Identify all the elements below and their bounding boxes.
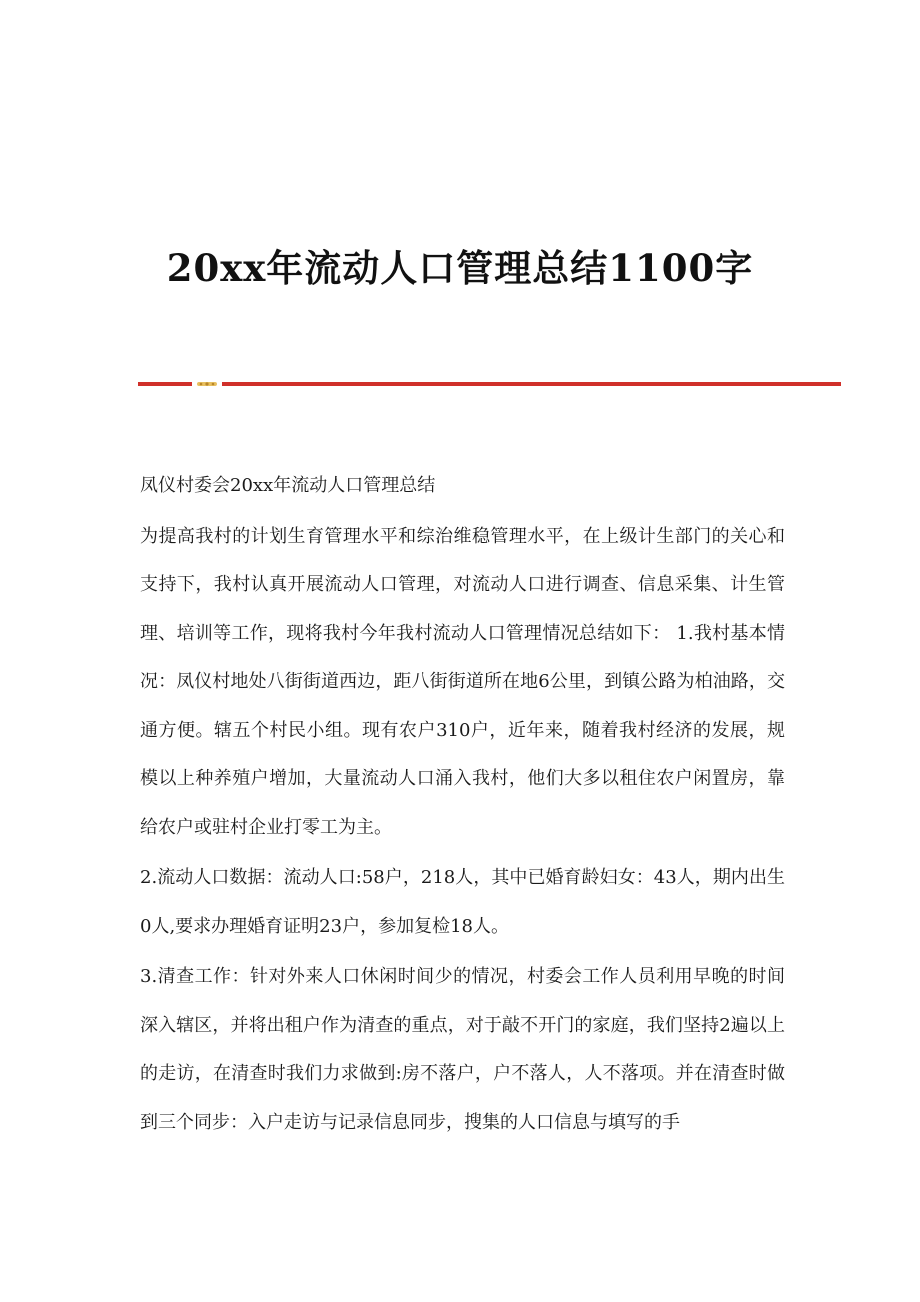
paragraph: 2.流动人口数据：流动人口:58户，218人，其中已婚育龄妇女：43人，期内出生0人,要求办理婚育证明23户，参加复检18人。 <box>140 867 785 937</box>
document-body <box>140 462 785 1149</box>
divider-ornament-icon <box>196 380 218 388</box>
title-divider <box>138 380 841 388</box>
page-title: 20xx年流动人口管理总结1100字 <box>166 245 754 290</box>
paragraph: 3.清查工作：针对外来人口休闲时间少的情况，村委会工作人员利用早晚的时间深入辖区，并将出租户作为清查的重点，对于敲不开门的家庭，我们坚持2遍以上的走访，在清查时我们力求做到:房不落户，户不落人，人不落项。并在清查时做到三个同步：入户走访与记录信息同步，搜集的人口信息与填写的手 <box>140 966 785 1133</box>
paragraph: 为提高我村的计划生育管理水平和综治维稳管理水平，在上级计生部门的关心和支持下，我村认真开展流动人口管理，对流动人口进行调查、信息采集、计生管理、培训等工作，现将我村今年我村流动人口管理情况总结如下： 1.我村基本情况：凤仪村地处八街街道西边，距八街街道所在地6公里，到镇公路为柏油路，交通方便。辖五个村民小组。现有农户310户，近年来，随着我村经济的发展，规模以上种养殖户增加，大量流动人口涌入我村，他们大多以租住农户闲置房，靠给农户或驻村企业打零工为主。 <box>140 525 785 838</box>
divider-bar-left <box>138 382 192 386</box>
document-subtitle: 凤仪村委会20xx年流动人口管理总结 <box>140 475 436 496</box>
divider-bar-right <box>222 382 841 386</box>
